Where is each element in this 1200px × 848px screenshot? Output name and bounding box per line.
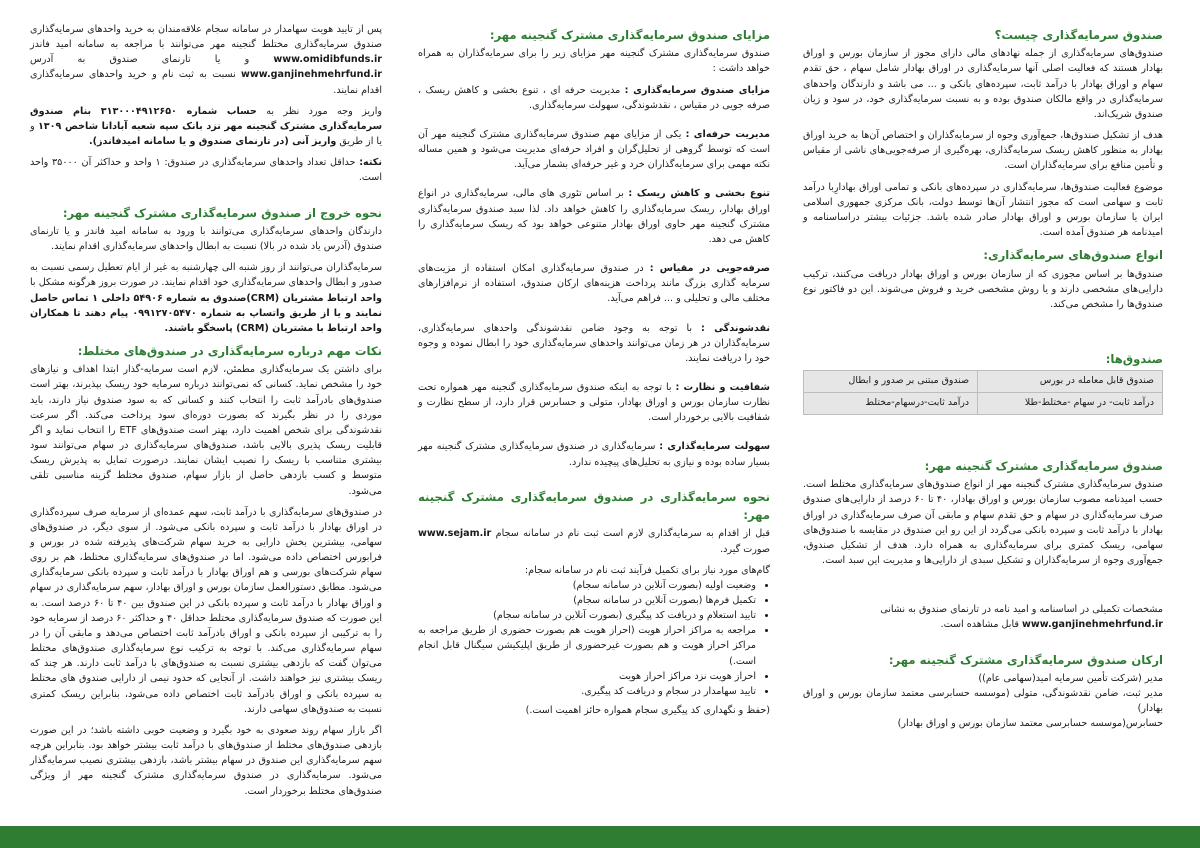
paragraph: اگر بازار سهام روند صعودی به خود بگیرد و وضعیت خوبی داشته باشد؛ در این صورت بازدهی صندوق‌های مختلط از صندوق‌های با درآمد ثابت بیشتر خواهد بود. بنابراین هرچه سهم سرمایه‌گذاری این صندوق در سهام بیشتر باشد، بازدهی بیشتری نصیب سرمایه‌گذار می‌شود. سرمایه‌گذاری در صندوق سرمایه‌گذاری مشترک گنجینه مهر از ویژگی صندوق‌های مختلط برخوردار است. bbox=[30, 724, 382, 797]
crm-contact: واحد ارتباط مشتریان (CRM)صندوق به شماره ۵۴۹۰۶ داخلی ۱ تماس حاصل نمایند و یا از طریق واتساپ به شماره ۰۹۹۱۲۷۰۵۴۷۰ پیام دهند تا همکاران واحد ارتباط با مشتریان (CRM) پاسخگو باشند. bbox=[30, 292, 382, 334]
fund-website-link[interactable]: www.ganjinehmehrfund.ir bbox=[1022, 619, 1163, 631]
list-item: • مراجعه به مراکز احراز هویت (احراز هویت هم بصورت حضوری از طریق مراجعه به مراکز احراز هویت و هم بصورت غیرحضوری از طریق اپلیکیشن سیگنال قابل انجام است.) bbox=[418, 623, 756, 668]
table-cell: درآمد ثابت-درسهام-مختلط bbox=[804, 393, 978, 415]
omidfunds-link[interactable]: www.omidibfunds.ir bbox=[273, 54, 382, 66]
benefit-label: شفافیت و نظارت : bbox=[675, 381, 770, 393]
paragraph bbox=[418, 526, 770, 556]
more-info-paragraph bbox=[803, 602, 1163, 632]
table-cell: صندوق قابل معامله در بورس bbox=[978, 371, 1163, 393]
benefit-item bbox=[418, 439, 770, 469]
fund-website-link[interactable]: www.ganjinehmehrfund.ir bbox=[241, 69, 382, 81]
heading-funds-table: صندوق‌ها: bbox=[1105, 351, 1163, 366]
note bbox=[30, 155, 382, 185]
paragraph bbox=[30, 260, 382, 336]
benefit-label: صرفه‌جویی در مقیاس : bbox=[649, 263, 770, 275]
list-item: • وضعیت اولیه (بصورت آنلاین در سامانه سجام) bbox=[418, 578, 756, 593]
heading-benefits: مزایای صندوق سرمایه‌گذاری مشترک گنجینه مهر: bbox=[489, 28, 770, 42]
benefit-item bbox=[418, 127, 770, 172]
steps-intro: گام‌های مورد نیاز برای تکمیل فرآیند ثبت نام در سامانه سجام: bbox=[524, 564, 770, 576]
paragraph: صندوق سرمایه‌گذاری مشترک گنجینه مهر مزایای زیر را برای سرمایه‌گذاران به همراه خواهد داشت : bbox=[418, 48, 770, 75]
note-label: نکته: bbox=[359, 157, 382, 169]
table-cell: درآمد ثابت- در سهام -مختلط-طلا bbox=[978, 393, 1163, 415]
heading-ganjineh-fund: صندوق سرمایه‌گذاری مشترک گنجینه مهر: bbox=[924, 459, 1163, 473]
benefit-item bbox=[418, 261, 770, 306]
steps-list bbox=[418, 578, 770, 699]
list-item: • تایید استعلام و دریافت کد پیگیری (بصورت آنلاین در سامانه سجام) bbox=[418, 608, 756, 623]
paragraph: صندوق سرمایه‌گذاری مشترک گنجینه مهر از انواع صندوق‌های سرمایه‌گذاری مختلط است. حسب امیدنامه مصوب سازمان بورس و اوراق بهادار، ۴۰ تا ۶۰ درصد از دارایی‌های صندوق صرف سرمایه‌گذاری در سهام و حق تقدم سهام و مابقی آن صرف سرمایه‌گذاری در اوراق بهادار با درآمد ثابت و سپرده بانکی می‌گردد از این رو این صندوق در مقایسه با صندوق‌های سهامی، ریسک کمتری برای سرمایه‌گذاری به همراه دارد. هدف از تشکیل صندوق، جمع‌آوری وجوه از سرمایه‌گذاران و تشکیل سبدی از دارایی‌ها و مدیریت این سبد است. bbox=[803, 479, 1163, 567]
invest-text: قبل از اقدام به سرمایه‌گذاری لازم است ثبت نام در سامانه سجام bbox=[491, 528, 770, 540]
benefit-text: در صندوق سرمایه‌گذاری امکان استفاده از مزیت‌های سرمایه گذاری بزرگ مانند پرداخت هزینه‌های ارکان صندوق، استفاده از نرم‌افزارهای مختلف مالی و تحلیلی و ... فراهم می‌آید. bbox=[418, 263, 770, 305]
benefit-text: مدیریت حرفه ای ، تنوع بخشی و کاهش ریسک ، صرفه جویی در مقیاس ، نقدشوندگی، سهولت سرمایه‌گذاری. bbox=[418, 84, 770, 111]
benefit-label: مزایای صندوق سرمایه‌گذاری : bbox=[624, 84, 770, 96]
pillar-item: حسابرس(موسسه حسابرسی معتمد سازمان بورس و اوراق بهادار) bbox=[897, 718, 1163, 730]
deposit-text: و یا از طریق bbox=[30, 120, 382, 148]
footer-bar bbox=[0, 826, 1200, 848]
column-middle bbox=[418, 22, 770, 718]
more-info-text-end: قابل مشاهده است. bbox=[940, 619, 1023, 631]
paragraph: موضوع فعالیت صندوق‌ها، سرمایه‌گذاری در سپرده‌های بانکی و تمامی اوراق بهادارِبا درآمد ثابت و سهامی است که مجوز انتشار آن‌ها توسط دولت، بانک مرکزی جمهوری اسلامی ایران یا سازمان بورس و اوراق بهادار صادر شده باشد. جزئیات بیشتر دراساسنامه و امیدنامه هر صندوق آمده است. bbox=[803, 181, 1163, 239]
benefit-item bbox=[418, 186, 770, 247]
heading-how-to-invest: نحوه سرمایه‌گذاری در صندوق سرمایه‌گذاری مشترک گنجینه مهر: bbox=[418, 489, 770, 523]
benefit-text: با توجه به اینکه صندوق سرمایه‌گذاری گنجینه مهر همواره تحت نظارت سازمان بورس و اوراق بهادار، متولی و حسابرس قرار دارد، از سطح نظارت و شفافیت بالایی برخوردار است. bbox=[418, 381, 770, 424]
deposit-text: واریز وجه مورد نظر به bbox=[256, 105, 382, 117]
heading-important-tips: نکات مهم درباره سرمایه‌گذاری در صندوق‌های مختلط: bbox=[77, 343, 382, 358]
sejam-link[interactable]: www.sejam.ir bbox=[418, 528, 492, 540]
benefit-label: سهولت سرمایه‌گذاری : bbox=[659, 441, 771, 453]
table-row bbox=[804, 393, 1163, 415]
table-cell: صندوق مبتنی بر صدور و ابطال bbox=[804, 371, 978, 393]
benefit-text: بر اساس تئوری های مالی، سرمایه‌گذاری در انواع اوراق بهادار، ریسک سرمایه‌گذاری را کاهش خواهد داد. لذا سبد صندوق سرمایه‌گذاری مشترک گنجینه مهر حاوی اوراق بهادار متنوعی خواهد بود که ریسک سرمایه‌گذاری را کاهش می دهد. bbox=[418, 188, 770, 245]
paragraph: صندوق‌ها بر اساس مجوزی که از سازمان بورس و اوراق بهادار دریافت می‌کنند، ترکیب دارایی‌های مشخصی دارند و یا روش مشخصی خرید و فروش می‌شوند. این دو فاکتور نوع صندوق‌ها را مشخص می‌کند. bbox=[803, 268, 1163, 310]
pillar-item: مدیر ثبت، ضامن نقدشوندگی، متولی (موسسه حسابرسی معتمد سازمان بورس و اوراق بهادار) bbox=[803, 688, 1163, 715]
purchase-text: پس از تایید هویت سهامدار در سامانه سجام علاقه‌مندان به خرید واحدهای سرمایه‌گذاری صندوق سرمایه‌گذاری مختلط گنجینه مهر می‌توانند با مراجعه به سامانه امید فاندز bbox=[30, 24, 382, 51]
account-number: حساب شماره ۳۱۳۰۰۰۴۹۱۲۶۵۰ بنام صندوق سرمایه‌گذاری مشترک گنجینه مهر نزد بانک سپه شعبه آبادانا شاخص ۱۳۰۹ bbox=[30, 105, 383, 132]
pillar-item: مدیر (شرکت تأمین سرمایه امید(سهامی عام)) bbox=[978, 672, 1163, 684]
benefit-label: تنوع بخشی و کاهش ریسک : bbox=[628, 188, 770, 200]
paragraph bbox=[30, 22, 382, 98]
more-info-text: مشخصات تکمیلی در اساسنامه و امید نامه در تارنمای صندوق به نشانی bbox=[880, 604, 1163, 616]
paragraph: در صندوق‌های سرمایه‌گذاری با درآمد ثابت، سهم عمده‌ای از سرمایه صرف سپرده‌گذاری در اوراق بهادار با درآمد ثابت و سپرده بانکی می‌شود. از سوی دیگر، در صندوق‌های سهامی، بیشترین بخش دارایی به خرید سهام شرکت‌های پذیرفته شده در بورس و فرابورس اختصاص داده می‌شود. اما در صندوق‌های سرمایه‌گذاری مختلط، هم بر روی سهام شرکت‌های بورسی و هم اوراق بهادار با درآمد ثابت و سپرده بانکی سرمایه‌گذاری می‌شود. مطابق دستورالعمل سازمان بورس و اوراق بهادار، سهم سرمایه‌گذاری در سهام و اوراق بهادار با درآمد ثابت و سپرده بانکی در این صندوق بین ۴۰ تا ۶۰ درصد است. به این صورت که صندوق سرمایه‌گذاری مختلط حداقل ۴۰ و حداکثر ۶۰ درصد از سرمایه خود را به ترکیبی از سپرده بانکی و اوراق بادرآمد ثابت اختصاص می‌دهد و مابقی آن را در سهام سرمایه‌گذاری می‌کند. با توجه به ترکیب نوع سرمایه‌گذاری صندوق‌های مختلط می‌توان گفت که بازدهی بیشتری نسبت به صندوق‌های با درآمد ثابت دارند. هر چند که ریسک بیشتری نیز خواهند داشت. از آنجایی که حدود نیمی از دارایی صندوق های مختلط به سپرده بانکی و اوراق بادرآمد ثابت اختصاص داده می‌شود، بنابراین ریسک کمتری نسبت به صندوق‌های سهامی دارند. bbox=[30, 506, 383, 715]
instant-deposit: واریز آنی (در تارنمای صندوق و یا سامانه امیدفاندز). bbox=[89, 136, 337, 148]
heading-what-is-fund: صندوق سرمایه‌گذاری چیست؟ bbox=[994, 28, 1163, 42]
table-row bbox=[804, 371, 1163, 393]
funds-table bbox=[803, 370, 1163, 415]
benefit-label: مدیریت حرفه‌ای : bbox=[685, 128, 771, 140]
paragraph: هدف از تشکیل صندوق‌ها، جمع‌آوری وجوه از سرمایه‌گذاران و اختصاص آن‌ها به خرید اوراق بهادار به منظور کاهش ریسک سرمایه‌گذاری، بهره‌گیری از صرفه‌جویی‌های ناشی از مقیاس و تأمین منافع برای سرمایه‌گذاران است. bbox=[803, 130, 1163, 172]
list-item: • تایید سهامدار در سجام و دریافت کد پیگیری. bbox=[418, 684, 756, 699]
steps-note: (حفظ و نگهداری کد پیگیری سجام همواره حائز اهمیت است.) bbox=[525, 705, 770, 717]
benefit-text: سرمایه‌گذاری در صندوق سرمایه‌گذاری مشترک گنجینه مهر بسیار ساده بوده و نیازی به تحلیل‌های پیچیده ندارد. bbox=[418, 441, 770, 468]
paragraph: صندوق‌های سرمایه‌گذاری از جمله نهادهای مالی دارای مجوز از سازمان بورس و اوراق بهادار هستند که فعالیت اصلی آنها سرمایه‌گذاری در اوراق بهادار شامل سهام ، حق تقدم سهام و اوراق بهادار با درآمد ثابت، سپرده‌های بانکی و ... می باشد و دارندگان واحدهای سرمایه‌گذاری در واقع مالکان صندوق بوده و به نسبت سرمایه‌گذاری خود، در سود و زیان صندوق شریک‌اند. bbox=[803, 48, 1163, 120]
paragraph: برای داشتن یک سرمایه‌گذاری مطمئن، لازم است سرمایه-گذار ابتدا اهداف و نیازهای خود را مشخص نماید. کسانی که نمی‌توانند درباره سرمایه خود ریسک بپذیرند، بهتر است صندوق‌های بادرآمد ثابت را انتخاب کنند و کسانی که به سود صندوق نیاز دارند، باید موردی را در نظر بگیرند که بصورت دوره‌ای سود پرداخت می‌کند. اگر سرعت نقدشوندگی برای شخص اهمیت دارد، بهتر است صندوق‌های ETF را انتخاب نماید و اگر قابلیت ریسک پذیری بالایی باشد، صندوق‌های سرمایه‌گذاری در سهام می‌توانند سود بیشتری متناسب با ریسک را نصیب ایشان نمایند. درصورت تمایل به پذیرش ریسک متوسط و کسب بازدهی حاصل از بازار سهام، صندوق مختلط گزینه مناسبی تلقی می‌شود. bbox=[30, 364, 383, 497]
benefit-label: نقدشوندگی : bbox=[701, 322, 771, 334]
benefit-text: یکی از مزایای مهم صندوق سرمایه‌گذاری مشترک گنجینه مهر آن است که توسط گروهی از تحلیل‌گران و افراد حرفه‌ای مدیریت می‌شود و همین مساله نکته مهمی برای سرمایه‌گذاران خرد و غیر حرفه‌ای بشمار می‌آید. bbox=[418, 128, 770, 171]
benefit-item bbox=[418, 321, 770, 366]
exit-text: سرمایه‌گذاران می‌توانند از روز شنبه الی چهارشنبه به غیر از ایام تعطیل رسمی نسبت به صدور و ابطال واحدهای سرمایه‌گذاری خود اقدام نمایند. در صورت بروز هرگونه مشکل با bbox=[30, 262, 382, 289]
purchase-text: و یا تارنمای صندوق به آدرس bbox=[30, 54, 274, 66]
heading-fund-types: انواع صندوق‌های سرمایه‌گذاری: bbox=[983, 248, 1163, 263]
paragraph bbox=[30, 104, 382, 149]
invest-text-end: صورت گیرد. bbox=[720, 543, 770, 555]
column-left bbox=[30, 22, 382, 805]
list-item: • احراز هویت نزد مراکز احراز هویت bbox=[418, 669, 756, 684]
benefit-item bbox=[418, 380, 770, 425]
heading-exit: نحوه خروج از صندوق سرمایه‌گذاری مشترک گنجینه مهر: bbox=[62, 205, 382, 220]
benefit-text: با توجه به وجود ضامن نقدشوندگی واحدهای سرمایه‌گذاری، سرمایه‌گذاران در هر زمان می‌توانند واحدهای سرمایه‌گذاری خود را ابطال نموده و وجوه خود را دریافت نمایند. bbox=[418, 322, 770, 364]
column-right bbox=[803, 22, 1163, 732]
list-item: • تکمیل فرم‌ها (بصورت آنلاین در سامانه سجام) bbox=[418, 593, 756, 608]
purchase-text: نسبت به ثبت نام و خرید واحدهای سرمایه‌گذاری اقدام نمایند. bbox=[30, 69, 382, 96]
note-text: حداقل تعداد واحدهای سرمایه‌گذاری در صندوق: ۱ واحد و حداکثر آن ۳۵۰۰۰ واحد است. bbox=[30, 157, 382, 184]
heading-fund-pillars: ارکان صندوق سرمایه‌گذاری مشترک گنجینه مهر: bbox=[888, 652, 1163, 667]
paragraph: دارندگان واحدهای سرمایه‌گذاری می‌توانند با ورود به سامانه امید فاندز و یا تارنمای صندوق (آدرس یاد شده در بالا) نسبت به ابطال واحدهای سرمایه‌گذاری اقدام نمایند. bbox=[30, 225, 382, 253]
benefit-item bbox=[418, 83, 770, 113]
